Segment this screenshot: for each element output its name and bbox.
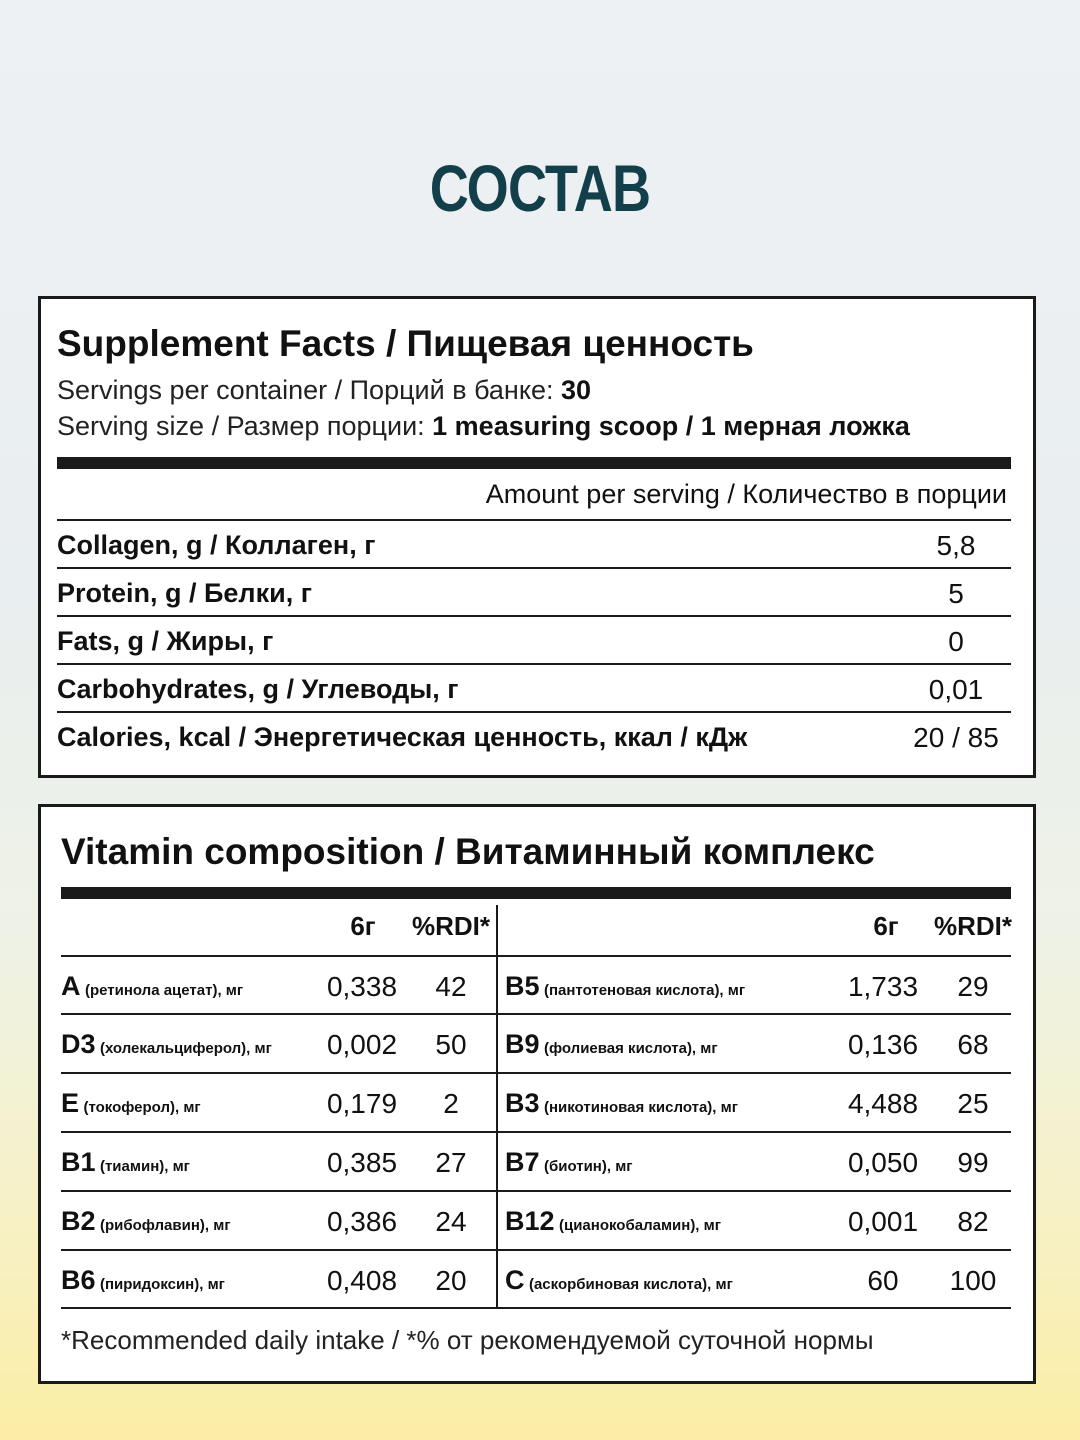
vitamin-amount: 60 — [867, 1265, 899, 1296]
facts-row-label: Protein, g / Белки, г — [57, 578, 312, 608]
facts-row-label: Fats, g / Жиры, г — [57, 626, 274, 656]
vitamin-amount: 0,001 — [847, 1206, 919, 1237]
vitamin-name — [61, 1265, 225, 1296]
vitamin-desc: (токоферол), мг — [83, 1099, 201, 1116]
vitamin-rdi: 99 — [957, 1147, 989, 1178]
vitamin-desc: (фолиевая кислота), мг — [543, 1040, 718, 1057]
vitamin-row — [61, 1015, 493, 1073]
vitamin-desc: (аскорбиновая кислота), мг — [528, 1276, 733, 1293]
serving-size — [57, 411, 910, 442]
vitamin-desc: (биотин), мг — [543, 1158, 633, 1175]
col-amount-header-left: 6г — [350, 911, 376, 941]
vitamin-row — [505, 1192, 1015, 1250]
vitamin-row — [505, 1251, 1015, 1309]
servings-label: Servings per container / Порций в банке: — [57, 375, 561, 405]
supplement-facts-panel — [38, 296, 1036, 778]
vitamin-rdi: 42 — [435, 971, 467, 1002]
serving-size-label: Serving size / Размер порции: — [57, 411, 433, 441]
vitamin-row — [61, 1074, 493, 1132]
vitamin-amount: 0,385 — [326, 1147, 398, 1178]
vitamin-row — [61, 1192, 493, 1250]
vitamin-rdi: 2 — [443, 1088, 459, 1119]
vitamin-row — [61, 1251, 493, 1309]
vitamin-row — [505, 1133, 1015, 1191]
vitamin-code: B3 — [505, 1088, 540, 1118]
vitamin-amount: 0,386 — [326, 1206, 398, 1237]
facts-row-label: Calories, kcal / Энергетическая ценность, ккал / кДж — [57, 722, 748, 752]
vitamin-code: C — [505, 1265, 525, 1295]
vitamin-row — [61, 1133, 493, 1191]
vitamin-name — [505, 971, 745, 1002]
vitamin-name — [505, 1029, 718, 1060]
vitamin-name — [505, 1088, 738, 1119]
vitamin-desc: (пантотеновая кислота), мг — [543, 982, 746, 999]
amount-per-serving-header: Amount per serving / Количество в порции — [485, 479, 1007, 509]
vitamin-rdi: 50 — [435, 1029, 467, 1060]
facts-row-value: 0 — [948, 626, 964, 657]
facts-row-value: 5 — [948, 578, 964, 609]
page-title: СОСТАВ — [429, 151, 651, 225]
facts-row-value: 5,8 — [936, 530, 976, 561]
facts-row — [57, 569, 1011, 616]
vitamin-rdi: 29 — [957, 971, 989, 1002]
vitamin-desc: (ретинола ацетат), мг — [84, 982, 244, 999]
facts-row — [57, 617, 1011, 664]
vitamin-name — [61, 1029, 272, 1060]
vitamin-desc: (холекальциферол), мг — [99, 1040, 272, 1057]
vitamin-code: B12 — [505, 1206, 555, 1236]
vitamin-desc: (рибофлавин), мг — [99, 1217, 231, 1234]
vitamin-desc: (пиридоксин), мг — [99, 1276, 225, 1293]
facts-row — [57, 521, 1011, 568]
vitamin-rdi: 100 — [949, 1265, 997, 1296]
col-amount-header-right: 6г — [873, 911, 899, 941]
vitamin-name — [61, 971, 243, 1002]
facts-row-value: 20 / 85 — [913, 722, 999, 753]
vitamin-code: E — [61, 1088, 80, 1118]
vitamin-amount: 0,338 — [326, 971, 398, 1002]
vitamin-rdi: 24 — [435, 1206, 467, 1237]
vitamin-amount: 4,488 — [847, 1088, 919, 1119]
vitamin-code: B5 — [505, 971, 540, 1001]
facts-row-value: 0,01 — [928, 674, 984, 705]
vitamin-rdi: 25 — [957, 1088, 989, 1119]
vitamin-amount: 0,136 — [847, 1029, 919, 1060]
vitamin-rdi: 68 — [957, 1029, 989, 1060]
vitamin-rdi: 27 — [435, 1147, 467, 1178]
facts-row-label: Carbohydrates, g / Углеводы, г — [57, 674, 459, 704]
vitamin-code: D3 — [61, 1029, 96, 1059]
serving-size-value: 1 measuring scoop / 1 мерная ложка — [432, 411, 910, 441]
vitamin-row — [505, 1015, 1015, 1073]
vitamin-heading: Vitamin composition / Витаминный комплекс — [61, 831, 875, 872]
vitamin-code: B2 — [61, 1206, 96, 1236]
thick-divider — [57, 457, 1011, 469]
vitamin-name — [61, 1088, 201, 1119]
vitamin-code: B7 — [505, 1147, 540, 1177]
facts-row-label: Collagen, g / Коллаген, г — [57, 530, 376, 560]
vitamin-rdi: 82 — [957, 1206, 989, 1237]
vitamin-desc: (цианокобаламин), мг — [558, 1217, 721, 1234]
facts-row — [57, 665, 1011, 712]
servings-per-container — [57, 375, 591, 406]
vitamin-desc: (никотиновая кислота), мг — [543, 1099, 738, 1116]
vitamin-row — [505, 1074, 1015, 1132]
vitamin-desc: (тиамин), мг — [99, 1158, 190, 1175]
vitamin-row — [505, 957, 1015, 1015]
vitamin-row — [61, 957, 493, 1015]
supplement-facts-heading: Supplement Facts / Пищевая ценность — [57, 323, 754, 364]
vitamin-amount: 0,002 — [326, 1029, 398, 1060]
vitamin-amount: 1,733 — [847, 971, 919, 1002]
thick-divider — [61, 887, 1011, 899]
vitamin-code: A — [61, 971, 81, 1001]
vitamin-name — [505, 1206, 721, 1237]
vitamin-name — [505, 1265, 733, 1296]
vitamin-rdi: 20 — [435, 1265, 467, 1296]
vitamin-name — [505, 1147, 633, 1178]
vitamin-amount: 0,050 — [847, 1147, 919, 1178]
vitamin-amount: 0,408 — [326, 1265, 398, 1296]
vitamin-amount: 0,179 — [326, 1088, 398, 1119]
servings-value: 30 — [560, 375, 592, 405]
facts-row — [57, 713, 1011, 760]
vitamin-name — [61, 1206, 231, 1237]
col-rdi-header-left: %RDI* — [411, 911, 490, 941]
vitamin-composition-panel — [38, 804, 1036, 1384]
vitamin-name — [61, 1147, 190, 1178]
vitamin-code: B1 — [61, 1147, 96, 1177]
vitamin-code: B9 — [505, 1029, 540, 1059]
col-rdi-header-right: %RDI* — [933, 911, 1012, 941]
rdi-footnote: *Recommended daily intake / *% от рекомендуемой суточной нормы — [61, 1325, 874, 1355]
vitamin-code: B6 — [61, 1265, 96, 1295]
